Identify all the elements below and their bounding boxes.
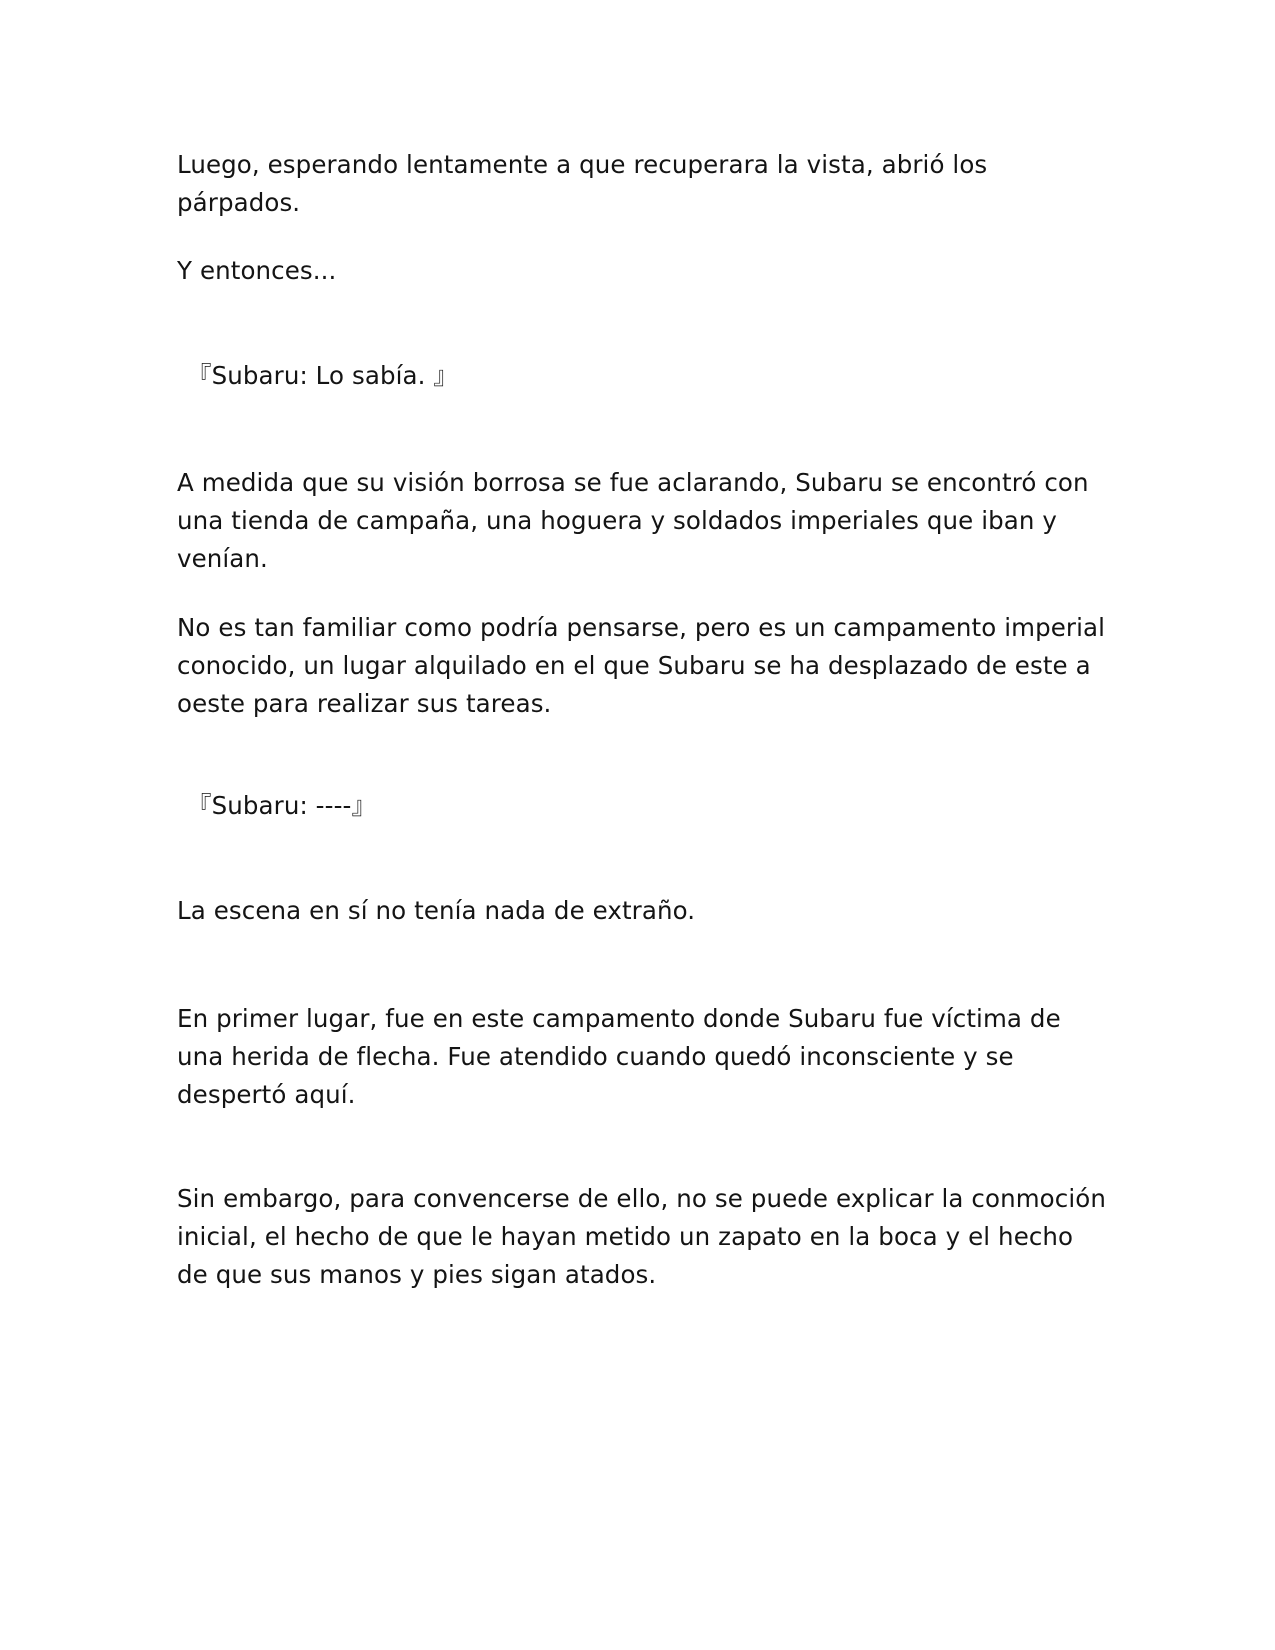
dialogue-subaru-silence: 『Subaru: ----』 — [187, 791, 377, 820]
dialogue-subaru-lo-sabia: 『Subaru: Lo sabía. 』 — [187, 361, 459, 390]
paragraph-sin-embargo: Sin embargo, para convencerse de ello, no se puede explicar la conmoción inicial, el hecho de que le hayan metido un zapato en la boca y el hecho de que sus manos y pies sigan atados. — [177, 1184, 1106, 1289]
paragraph-opening: Luego, esperando lentamente a que recuperara la vista, abrió los párpados. — [177, 150, 988, 217]
paragraph-escena: La escena en sí no tenía nada de extraño. — [177, 896, 696, 925]
paragraph-y-entonces: Y entonces... — [177, 256, 337, 285]
paragraph-vision-borrosa: A medida que su visión borrosa se fue aclarando, Subaru se encontró con una tienda de campaña, una hoguera y soldados imperiales que iban y venían. — [177, 468, 1089, 573]
paragraph-herida-flecha: En primer lugar, fue en este campamento donde Subaru fue víctima de una herida de flecha. Fue atendido cuando quedó inconsciente y se despertó aquí. — [177, 1004, 1061, 1109]
paragraph-campamento-imperial: No es tan familiar como podría pensarse, pero es un campamento imperial conocido, un lugar alquilado en el que Subaru se ha desplazado de este a oeste para realizar sus tareas. — [177, 613, 1106, 718]
